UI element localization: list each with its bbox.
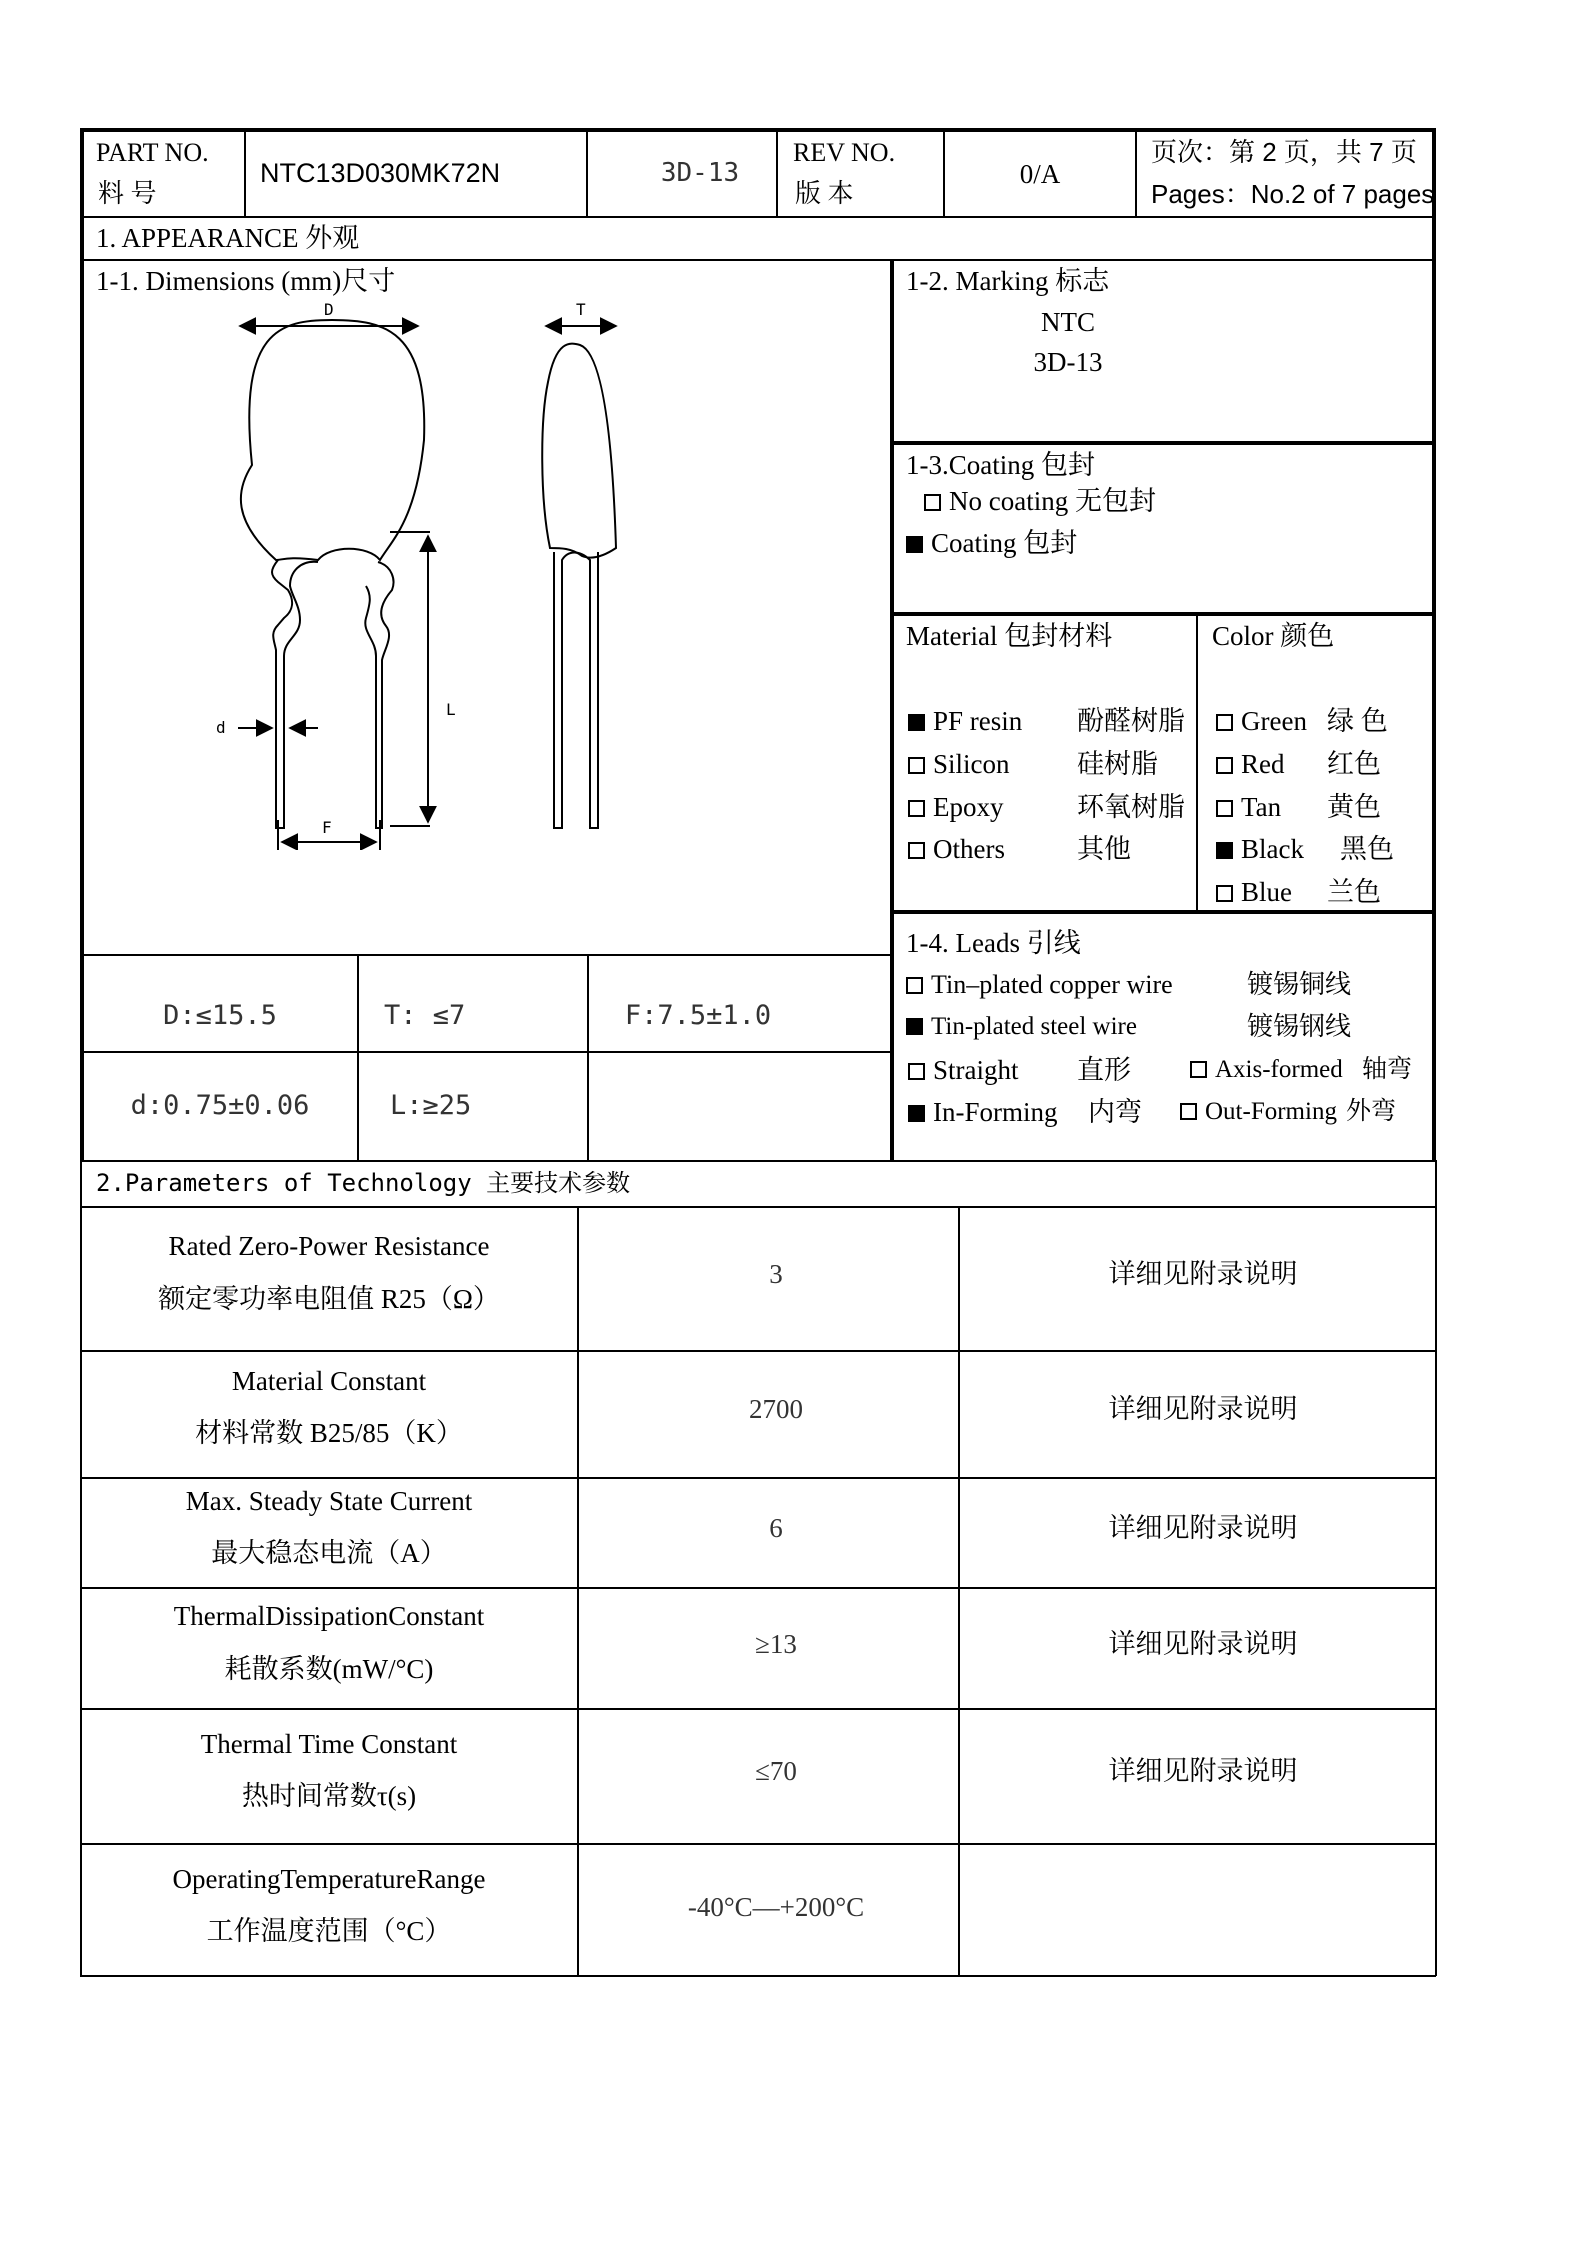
leads-option-straight-cn: 直形: [1077, 1055, 1131, 1085]
dim-value-d: d:0.75±0.06: [130, 1090, 310, 1121]
dim-value-L: L:≥25: [390, 1090, 472, 1121]
checkbox-blue[interactable]: [1216, 885, 1233, 902]
leads-option-copper-wire[interactable]: Tin–plated copper wire: [906, 972, 1173, 998]
color-option-black[interactable]: Black: [1216, 836, 1304, 863]
front-view: [241, 320, 424, 828]
param-name-cn: 工作温度范围（°C）: [206, 1916, 452, 1946]
color-option-blue[interactable]: Blue: [1216, 879, 1292, 906]
rev-no-label-cn: 版 本: [795, 179, 854, 208]
param-name-en: OperatingTemperatureRange: [172, 1864, 486, 1894]
param-name-en: Rated Zero-Power Resistance: [168, 1231, 490, 1261]
param-note: 详细见附录说明: [1108, 1394, 1298, 1424]
leads-option-axis-formed[interactable]: Axis-formed: [1190, 1057, 1343, 1082]
checkbox-out-forming[interactable]: [1180, 1103, 1197, 1120]
leads-option-in-forming-cn: 内弯: [1088, 1097, 1142, 1127]
material-title: Material 包封材料: [906, 621, 1113, 651]
side-view: [542, 344, 616, 828]
param-value: ≤70: [755, 1756, 797, 1786]
model-code: 3D-13: [660, 158, 740, 188]
material-option-silicon[interactable]: Silicon: [908, 751, 1010, 778]
dim-label-d: d: [216, 718, 226, 737]
param-name-cn: 材料常数 B25/85（K）: [195, 1418, 463, 1448]
leads-option-out-forming[interactable]: Out-Forming: [1180, 1099, 1337, 1124]
dim-value-F: F:7.5±1.0: [624, 1000, 772, 1031]
part-no-label-cn: 料 号: [98, 179, 157, 208]
param-name-cn: 耗散系数(mW/°C): [224, 1654, 434, 1684]
param-value: 2700: [749, 1394, 803, 1424]
material-option-epoxy[interactable]: Epoxy: [908, 794, 1004, 821]
part-number: NTC13D030MK72N: [260, 158, 501, 188]
param-name-cn: 最大稳态电流（A）: [211, 1538, 447, 1568]
checkbox-in-forming[interactable]: [908, 1105, 925, 1122]
param-value: ≥13: [755, 1629, 797, 1659]
checkbox-others[interactable]: [908, 842, 925, 859]
page-count-en: Pages：No.2 of 7 pages: [1151, 179, 1435, 209]
color-option-black-cn: 黑色: [1340, 834, 1394, 864]
color-option-tan-cn: 黄色: [1327, 792, 1381, 822]
checkbox-steel-wire[interactable]: [906, 1018, 923, 1035]
material-option-others-cn: 其他: [1077, 834, 1131, 864]
param-name-en: Material Constant: [231, 1366, 427, 1396]
leads-option-steel-wire-cn: 镀锡钢线: [1247, 1012, 1352, 1041]
dim-label-L: L: [446, 700, 456, 719]
leads-option-straight[interactable]: Straight: [908, 1057, 1019, 1084]
material-option-pf-resin[interactable]: PF resin: [908, 708, 1022, 735]
revision: 0/A: [1019, 159, 1061, 189]
leads-option-axis-formed-cn: 轴弯: [1362, 1056, 1413, 1083]
checkbox-epoxy[interactable]: [908, 800, 925, 817]
checkbox-green[interactable]: [1216, 714, 1233, 731]
param-name-en: ThermalDissipationConstant: [173, 1601, 485, 1631]
checkbox-silicon[interactable]: [908, 757, 925, 774]
material-option-silicon-cn: 硅树脂: [1077, 749, 1158, 779]
leads-option-copper-wire-cn: 镀锡铜线: [1247, 970, 1352, 999]
checkbox-copper-wire[interactable]: [906, 977, 923, 994]
checkbox-red[interactable]: [1216, 757, 1233, 774]
param-name-cn: 热时间常数τ(s): [241, 1781, 417, 1811]
color-option-tan[interactable]: Tan: [1216, 794, 1281, 821]
dim-label-D: D: [324, 300, 334, 319]
param-value: 3: [769, 1259, 783, 1289]
dim-value-T: T: ≤7: [384, 1000, 466, 1031]
param-note: 详细见附录说明: [1108, 1259, 1298, 1289]
param-name-en: Max. Steady State Current: [185, 1486, 473, 1516]
leads-title: 1-4. Leads 引线: [906, 928, 1081, 958]
rev-no-label: REV NO.: [793, 138, 896, 167]
checkbox-coating[interactable]: [906, 536, 923, 553]
checkbox-pf-resin[interactable]: [908, 714, 925, 731]
color-option-blue-cn: 兰色: [1327, 877, 1381, 907]
appearance-title: 1. APPEARANCE 外观: [96, 223, 360, 253]
param-name-en: Thermal Time Constant: [200, 1729, 458, 1759]
material-option-pf-resin-cn: 酚醛树脂: [1077, 706, 1185, 736]
param-note: 详细见附录说明: [1108, 1513, 1298, 1543]
page-count-cn: 页次：第 2 页，共 7 页: [1151, 137, 1417, 167]
color-option-green[interactable]: Green: [1216, 708, 1307, 735]
leads-option-out-forming-cn: 外弯: [1346, 1098, 1397, 1125]
leads-option-in-forming[interactable]: In-Forming: [908, 1099, 1058, 1126]
marking-line-1: NTC: [1041, 307, 1095, 337]
checkbox-tan[interactable]: [1216, 800, 1233, 817]
marking-line-2: 3D-13: [1033, 347, 1103, 377]
checkbox-straight[interactable]: [908, 1063, 925, 1080]
leads-option-steel-wire[interactable]: Tin-plated steel wire: [906, 1014, 1137, 1039]
material-option-others[interactable]: Others: [908, 836, 1005, 863]
color-option-red[interactable]: Red: [1216, 751, 1285, 778]
coating-option-none[interactable]: No coating 无包封: [924, 488, 1156, 515]
dim-label-T: T: [576, 300, 586, 319]
dimension-lines: [238, 326, 616, 850]
color-option-red-cn: 红色: [1327, 749, 1381, 779]
part-no-label: PART NO.: [96, 138, 209, 167]
dim-value-D: D:≤15.5: [163, 1000, 277, 1031]
coating-option-coating[interactable]: Coating 包封: [906, 530, 1077, 557]
param-note: 详细见附录说明: [1108, 1756, 1298, 1786]
param-note: 详细见附录说明: [1108, 1629, 1298, 1659]
dim-label-F: F: [322, 818, 332, 837]
component-drawing: [200, 290, 660, 850]
checkbox-black[interactable]: [1216, 842, 1233, 859]
color-option-green-cn: 绿 色: [1327, 706, 1388, 736]
checkbox-axis-formed[interactable]: [1190, 1061, 1207, 1078]
param-name-cn: 额定零功率电阻值 R25（Ω）: [158, 1284, 500, 1314]
marking-title: 1-2. Marking 标志: [906, 266, 1110, 296]
material-option-epoxy-cn: 环氧树脂: [1077, 792, 1185, 822]
parameters-title: 2.Parameters of Technology 主要技术参数: [96, 1169, 631, 1197]
param-value: -40°C—+200°C: [687, 1892, 865, 1922]
checkbox-no-coating[interactable]: [924, 494, 941, 511]
color-title: Color 颜色: [1212, 621, 1335, 651]
dimensions-title: 1-1. Dimensions (mm)尺寸: [96, 266, 396, 296]
coating-title: 1-3.Coating 包封: [906, 450, 1095, 480]
param-value: 6: [769, 1513, 783, 1543]
